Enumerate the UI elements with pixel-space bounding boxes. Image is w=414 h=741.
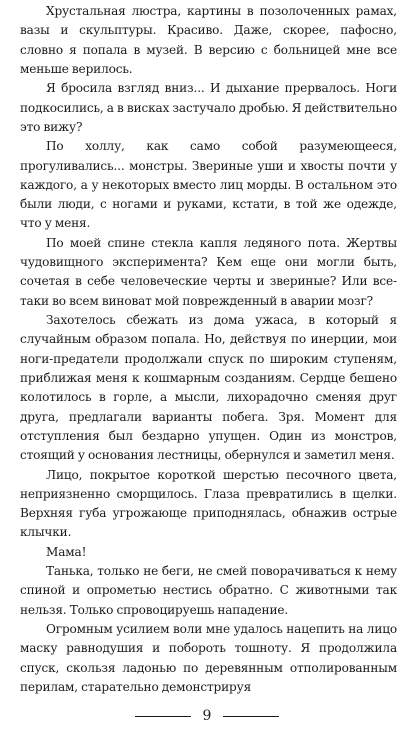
footer-rule-right	[223, 716, 279, 717]
paragraph-4: По моей спине стекла капля ледяного пота. Жертвы чудовищного эксперимента? Кем еще они могли быть, сочетая в себе человеческие черты и звериные? Или все-таки во всем виноват мой поврежденный в аварии мозг?	[20, 235, 397, 308]
paragraph-8: Танька, только не беги, не смей поворачиваться к нему спиной и опрометью нестись обратно. С животными так нельзя. Только спровоцируешь нападение.	[20, 564, 397, 617]
paragraph-1: Хрустальная люстра, картины в позолоченных рамах, вазы и скульптуры. Красиво. Даже, скорее, пафосно, словно я попала в музей. В версию с больницей мне все меньше верилось.	[20, 4, 397, 76]
page-body	[20, 2, 397, 697]
paragraph-7: Мама!	[46, 544, 87, 559]
paragraph-5: Захотелось сбежать из дома ужаса, в который я случайным образом попала. Но, действуя по инерции, мои ноги-предатели продолжали спуск по широким ступеням, приближая меня к кошмарным созданиям. Сердце бешено колотилось в горле, а мысли, лихорадочно сменяя друг друга, предлагали варианты побега. Зря. Момент для отступления был бездарно упущен. Один из монстров, стоящий у основания лестницы, обернулся и заметил меня.	[20, 313, 397, 463]
paragraph-3: По холлу, как само собой разумеющееся, прогуливались... монстры. Звериные уши и хвосты почти у каждого, а у некоторых вместо лиц морды. В остальном это были люди, с ногами и руками, кстати, в той же одежде, что у меня.	[20, 139, 397, 231]
page-number: 9	[202, 708, 212, 724]
paragraph-2: Я бросила взгляд вниз... И дыхание прервалось. Ноги подкосились, а в висках застучало дробью. Я действительно это вижу?	[20, 81, 397, 134]
paragraph-9: Огромным усилием воли мне удалось нацепить на лицо маску равнодушия и побороть тошноту. Я продолжила спуск, скользя ладонью по деревянным отполированным перилам, старательно демонстрируя	[20, 622, 397, 694]
paragraph-6: Лицо, покрытое короткой шерстью песочного цвета, неприязненно сморщилось. Глаза превратились в щелки. Верхняя губа угрожающе приподнялась, обнажив острые клычки.	[20, 467, 397, 540]
footer-rule-left	[135, 716, 191, 717]
page-footer	[0, 706, 414, 726]
